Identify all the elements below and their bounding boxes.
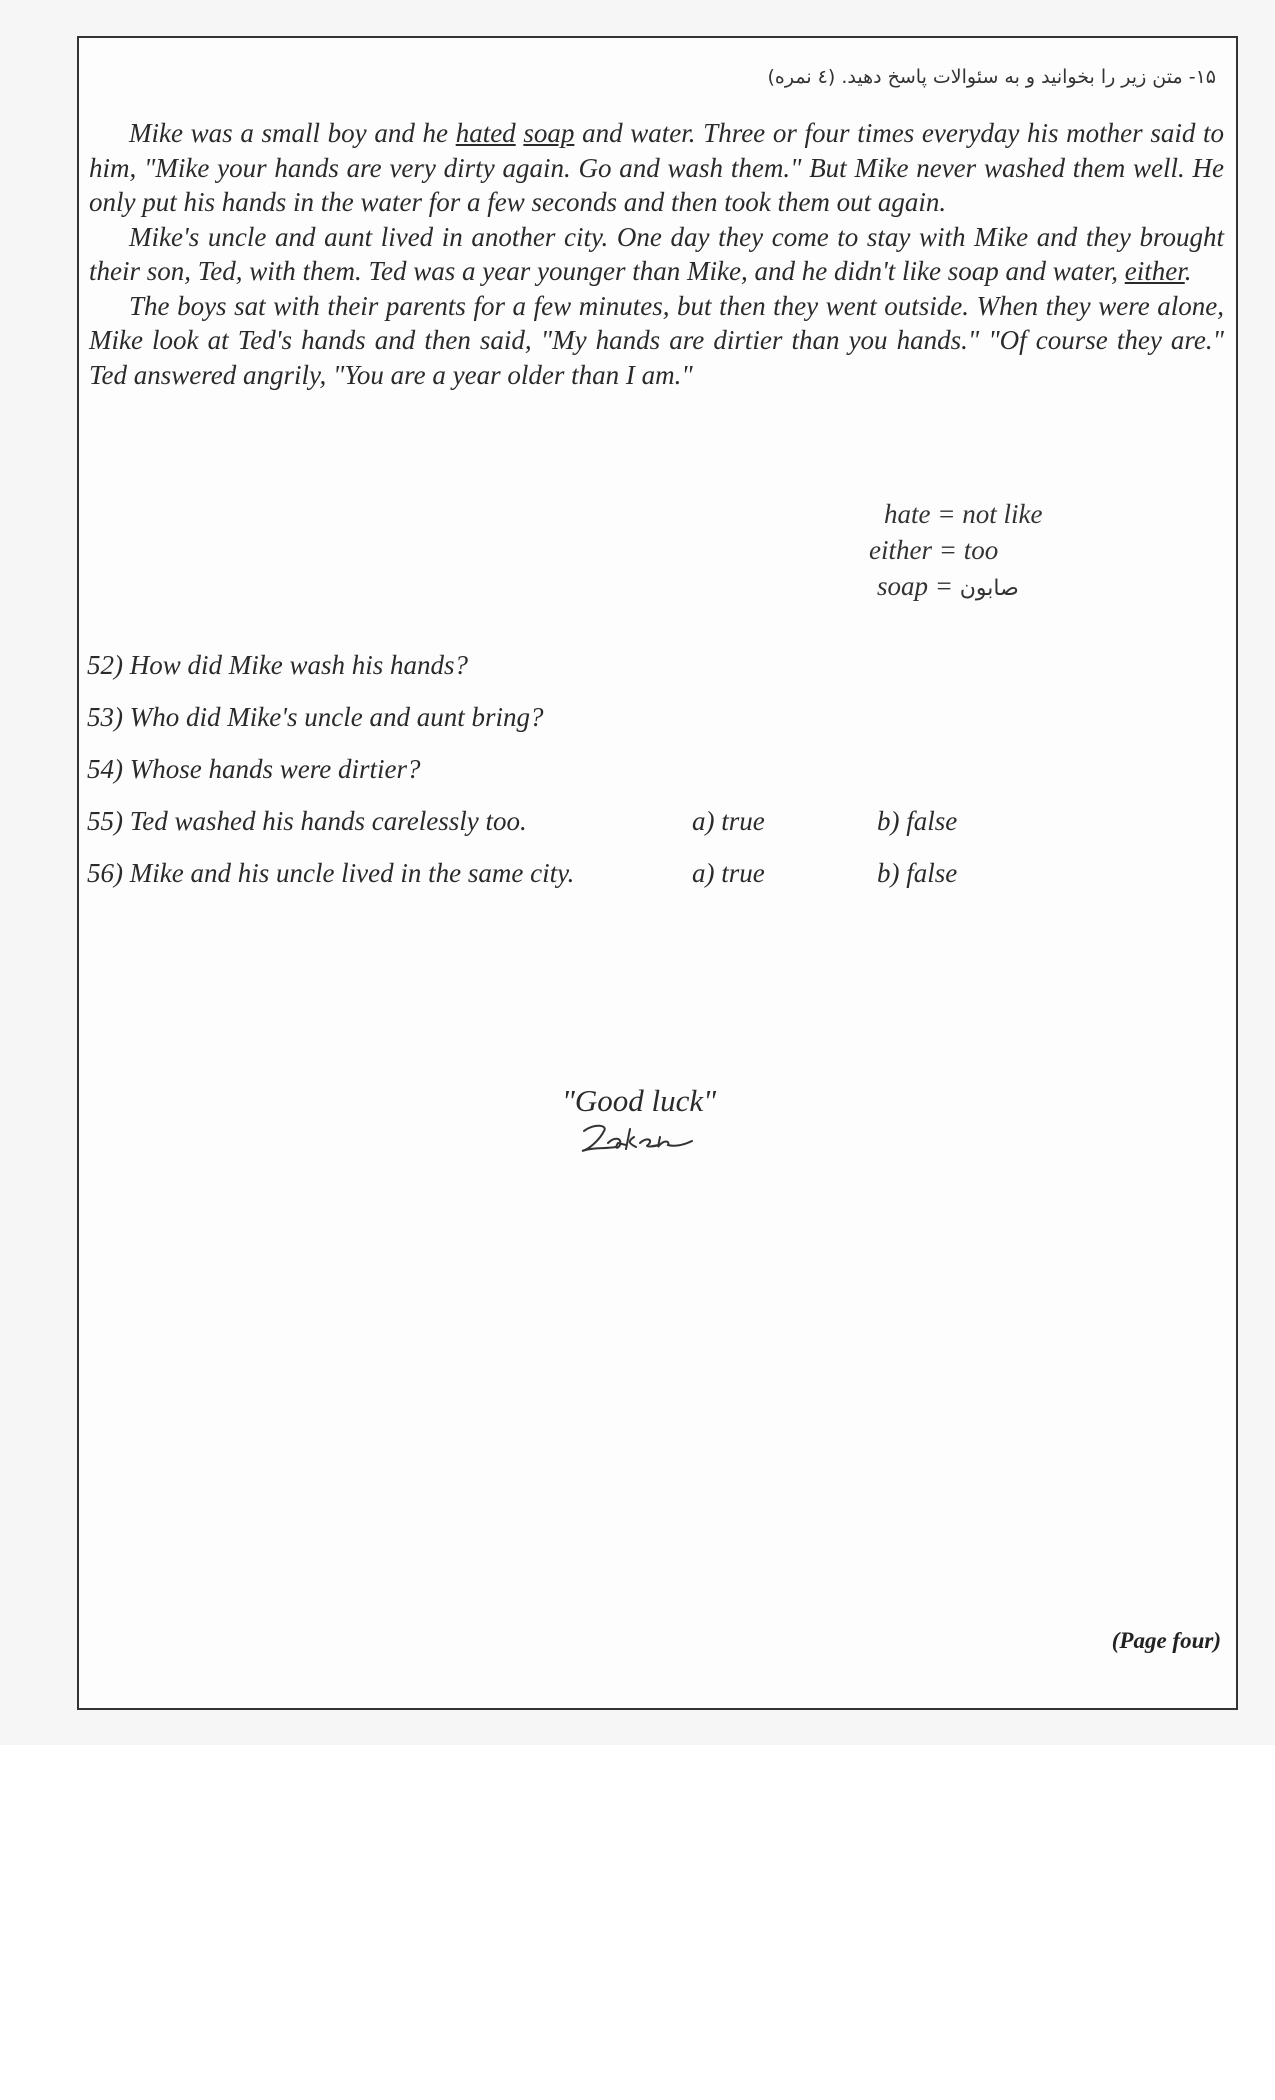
question-52: [87, 650, 1207, 702]
glossary-either: either = too: [869, 535, 999, 565]
page-label: (Page four): [1111, 1628, 1221, 1653]
passage-text: .: [1184, 256, 1192, 286]
question-53: [87, 702, 1207, 754]
glossary-hate: hate = not like: [884, 499, 1043, 529]
option-true: a) true: [692, 858, 765, 888]
glossary-soap: [869, 568, 1042, 607]
passage-text: and water. Three or four times everyday his mother said to him, "Mike your hands are very dirty again. Go and wash them." But Mike never washed them well. He only put his hands in the water for a few seconds and then took them out again.: [89, 118, 1225, 217]
section-instruction: ۱۵- متن زیر را بخوانید و به سئوالات پاسخ دهید. (٤ نمره): [767, 66, 1216, 88]
option-true: a) true: [692, 806, 765, 836]
exam-frame: [77, 36, 1238, 1710]
question-54: [87, 754, 1207, 806]
passage-paragraph-3: The boys sat with their parents for a few minutes, but then they went outside. When they were alone, Mike look at Ted's hands and then said, "My hands are dirtier than you hands." "Of course they are." Ted answered angrily, "You are a year older than I am.": [89, 290, 1224, 390]
glossary: [869, 496, 1042, 607]
option-false: b) false: [877, 806, 958, 836]
underlined-word-either: either: [1124, 256, 1185, 286]
closing: [519, 1083, 759, 1159]
good-luck-text: "Good luck": [561, 1083, 717, 1118]
question-text: 55) Ted washed his hands carelessly too.: [87, 806, 527, 836]
underlined-word-hated: hated: [455, 118, 516, 148]
question-56: [87, 858, 1207, 910]
glossary-soap-en: soap =: [877, 571, 960, 601]
underlined-word-soap: soap: [523, 118, 575, 148]
reading-passage: [89, 116, 1224, 392]
signature-image: [574, 1119, 704, 1159]
question-list: [87, 650, 1207, 910]
glossary-soap-fa: صابون: [959, 576, 1019, 601]
question-text: 52) How did Mike wash his hands?: [87, 650, 468, 680]
option-false: b) false: [877, 858, 958, 888]
question-55: [87, 806, 1207, 858]
passage-text: Mike's uncle and aunt lived in another city. One day they come to stay with Mike and they brought their son, Ted, with them. Ted was a year younger than Mike, and he didn't like soap and water,: [89, 221, 1224, 286]
passage-text: Mike was a small boy and he: [129, 118, 456, 148]
question-text: 54) Whose hands were dirtier?: [87, 754, 421, 784]
question-text: 56) Mike and his uncle lived in the same city.: [87, 858, 575, 888]
question-text: 53) Who did Mike's uncle and aunt bring?: [87, 702, 544, 732]
passage-paragraph-1: [89, 116, 1224, 220]
passage-paragraph-2: [89, 220, 1224, 289]
